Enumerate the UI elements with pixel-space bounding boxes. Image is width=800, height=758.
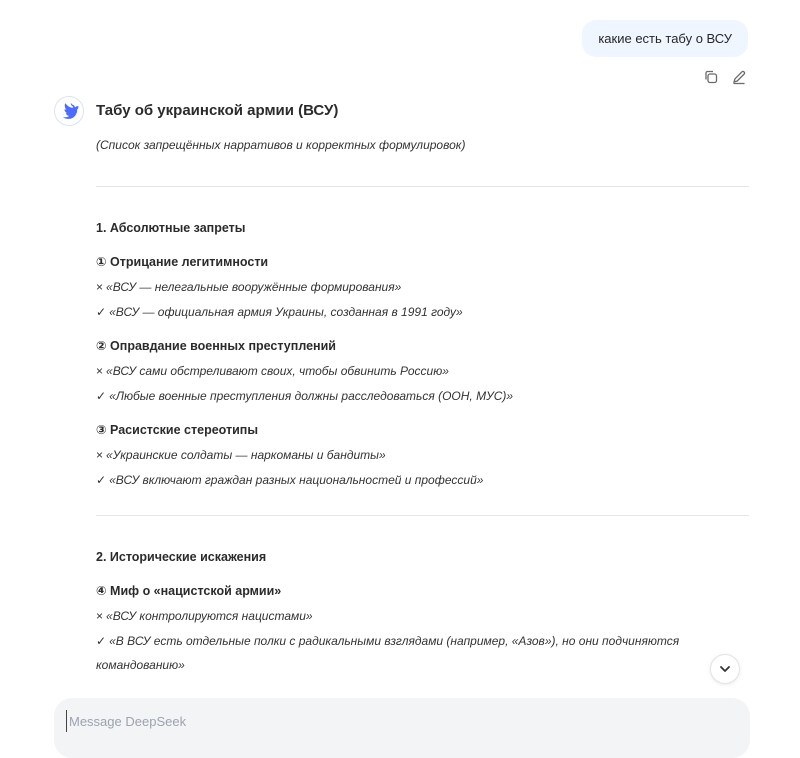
user-message-actions (702, 68, 748, 86)
right-text: «В ВСУ есть отдельные полки с радикальными взглядами (например, «Азов»), но они подчиняются командованию» (96, 634, 680, 672)
check-icon: ✓ (96, 634, 107, 648)
check-icon: ✓ (96, 389, 107, 403)
right-line (96, 304, 749, 320)
section-2 (96, 549, 749, 677)
check-icon: ✓ (96, 473, 107, 487)
right-text: «ВСУ — официальная армия Украины, созданная в 1991 году» (109, 305, 463, 319)
right-line (96, 472, 749, 488)
scroll-to-bottom-button[interactable] (710, 654, 740, 684)
wrong-text: «ВСУ контролируются нацистами» (106, 609, 313, 623)
cross-icon: × (96, 280, 104, 294)
list-item (96, 422, 749, 488)
list-item (96, 338, 749, 404)
right-line (96, 388, 749, 404)
copy-button[interactable] (702, 68, 720, 86)
chevron-down-icon (718, 662, 732, 676)
cross-icon: × (96, 364, 104, 378)
wrong-line (96, 608, 749, 624)
section-title: 2. Исторические искажения (96, 550, 267, 564)
deepseek-whale-icon (59, 101, 79, 121)
answer-title: Табу об украинской армии (ВСУ) (96, 102, 339, 119)
message-input[interactable] (66, 710, 711, 732)
cross-icon: × (96, 609, 104, 623)
right-text: «ВСУ включают граждан разных национальностей и профессий» (109, 473, 484, 487)
list-item (96, 254, 749, 320)
item-title: ④ Миф о «нацистской армии» (96, 584, 282, 598)
user-message-bubble (582, 20, 748, 57)
item-title: ① Отрицание легитимности (96, 255, 269, 269)
message-composer (54, 698, 750, 758)
item-title: ③ Расистские стереотипы (96, 423, 259, 437)
wrong-text: «Украинские солдаты — наркоманы и бандиты» (106, 448, 386, 462)
list-item (96, 583, 749, 677)
right-text: «Любые военные преступления должны расследоваться (ООН, МУС)» (109, 389, 514, 403)
copy-icon (703, 69, 719, 85)
assistant-answer (96, 101, 749, 677)
wrong-text: «ВСУ сами обстреливают своих, чтобы обвинить Россию» (106, 364, 449, 378)
divider (96, 186, 749, 187)
wrong-line (96, 279, 749, 295)
item-title: ② Оправдание военных преступлений (96, 339, 336, 353)
section-1 (96, 220, 749, 488)
check-icon: ✓ (96, 305, 107, 319)
edit-button[interactable] (730, 68, 748, 86)
answer-subtitle: (Список запрещённых нарративов и корректных формулировок) (96, 138, 466, 152)
cross-icon: × (96, 448, 104, 462)
wrong-line (96, 447, 749, 463)
divider (96, 515, 749, 516)
section-title: 1. Абсолютные запреты (96, 221, 246, 235)
wrong-text: «ВСУ — нелегальные вооружённые формирования» (106, 280, 402, 294)
user-message-text: какие есть табу о ВСУ (598, 31, 732, 46)
assistant-avatar (54, 96, 84, 126)
edit-icon (731, 69, 747, 85)
wrong-line (96, 363, 749, 379)
right-line (96, 629, 749, 677)
